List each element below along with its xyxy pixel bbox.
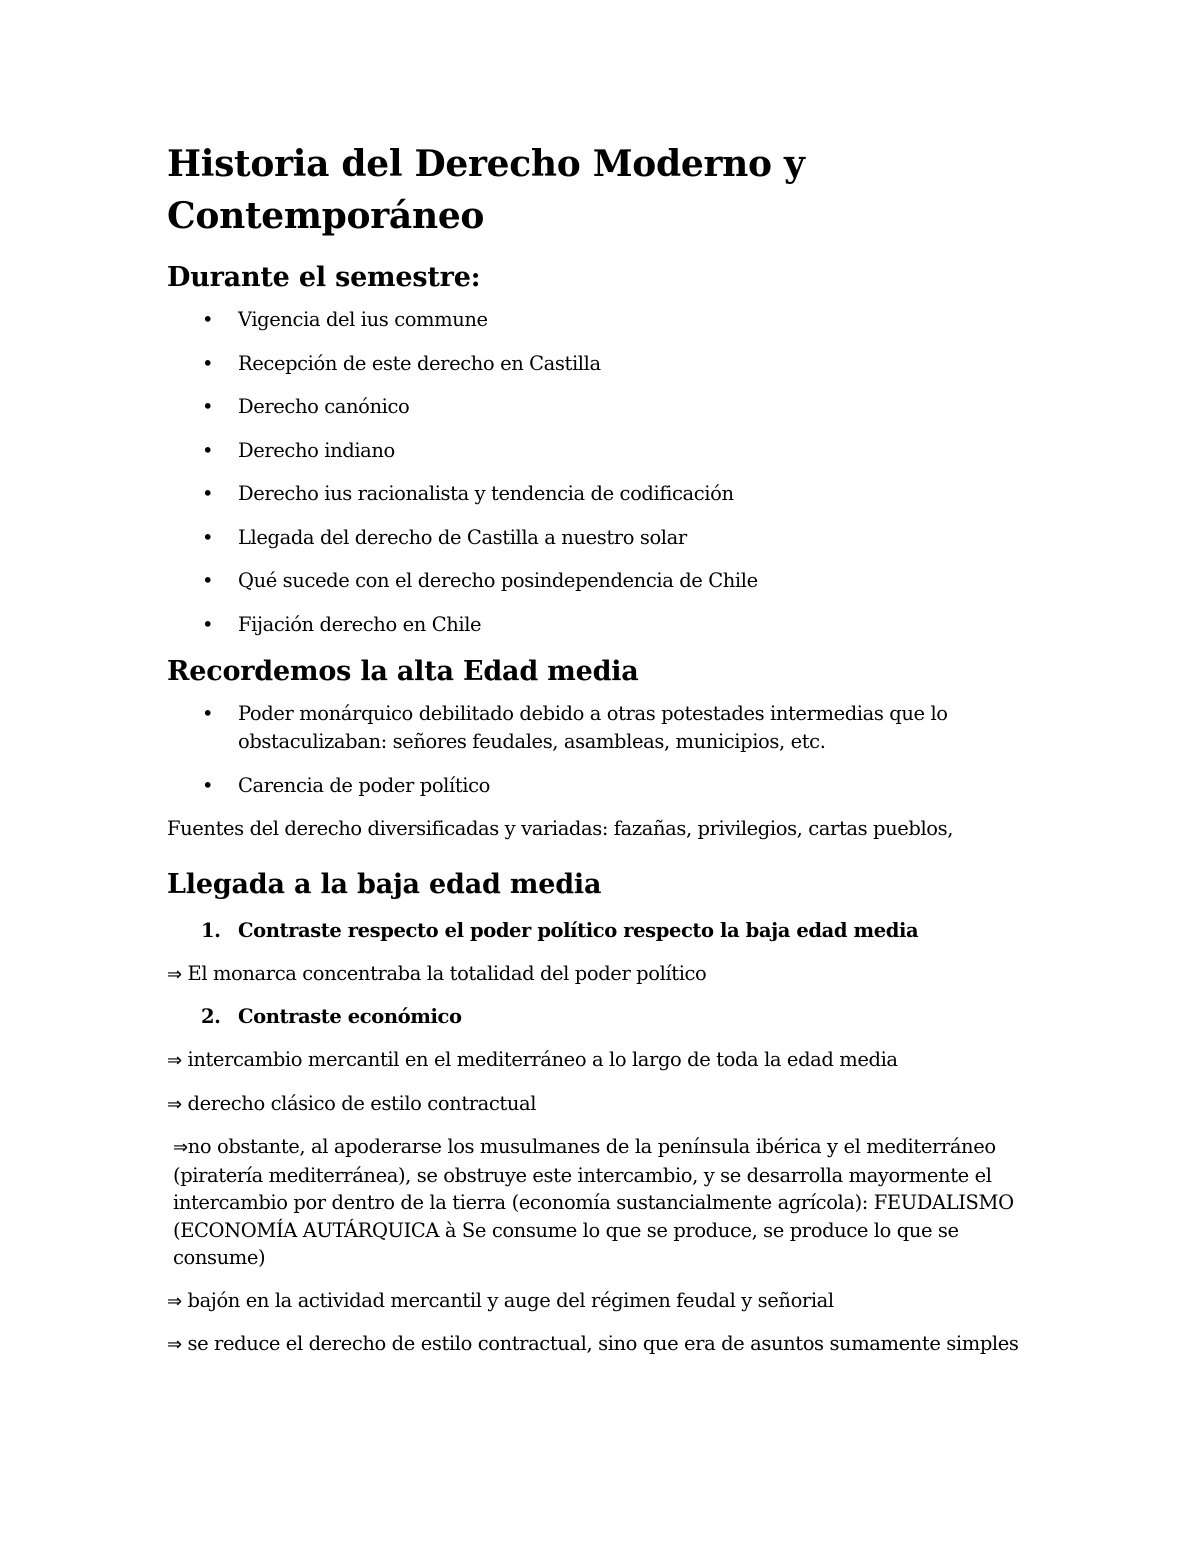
- document-body: [167, 138, 1047, 1359]
- arrow-icon: ⇒: [167, 1050, 182, 1071]
- arrow-icon: ⇒: [167, 1093, 182, 1115]
- bullet-icon: •: [202, 308, 214, 331]
- arrow-icon: ⇒: [167, 963, 182, 985]
- numbered-point-2: [167, 1003, 1047, 1031]
- arrow-icon: ⇒: [173, 1137, 188, 1158]
- list-item: • Carencia de poder político: [167, 772, 1047, 800]
- list-item: • Recepción de este derecho en Castilla: [167, 350, 1047, 378]
- list-item: • Derecho indiano: [167, 437, 1047, 465]
- heading-durante-el-semestre: Durante el semestre:: [167, 262, 481, 293]
- semestre-bullet-list: [167, 306, 1047, 639]
- alta-bullet-list: [167, 700, 1047, 800]
- document-title: Historia del Derecho Moderno y Contemporáneo: [167, 143, 805, 237]
- bullet-icon: •: [202, 612, 214, 636]
- list-item: • Derecho canónico: [167, 393, 1047, 421]
- bullet-icon: •: [202, 702, 214, 725]
- heading-baja-edad-media: Llegada a la baja edad media: [167, 868, 602, 900]
- heading-alta-edad-media: Recordemos la alta Edad media: [167, 656, 639, 687]
- bullet-icon: •: [202, 569, 214, 592]
- list-item: • Poder monárquico debilitado debido a otras potestades intermedias que lo obstaculizaban: señores feudales, asambleas, municipios, etc.: [202, 702, 948, 753]
- numbered-point-1: [167, 917, 1047, 945]
- arrow-note: ⇒ bajón en la actividad mercantil y auge del régimen feudal y señorial: [167, 1288, 834, 1312]
- list-number: 1.: [201, 918, 221, 942]
- list-item: 2. Contraste económico: [167, 1003, 1047, 1031]
- list-item: 1. Contraste respecto el poder político respecto la baja edad media: [167, 917, 1047, 945]
- arrow-note: ⇒ intercambio mercantil en el mediterráneo a lo largo de toda la edad media: [167, 1048, 898, 1071]
- arrow-icon: ⇒: [167, 1334, 182, 1355]
- list-item: • Derecho ius racionalista y tendencia de codificación: [167, 480, 1047, 508]
- bullet-icon: •: [202, 438, 214, 462]
- bullet-icon: •: [202, 395, 214, 418]
- arrow-note: ⇒ se reduce el derecho de estilo contractual, sino que era de asuntos sumamente simples: [167, 1332, 1019, 1355]
- list-item: • Llegada del derecho de Castilla a nuestro solar: [167, 524, 1047, 552]
- list-number: 2.: [201, 1005, 221, 1028]
- arrow-note: ⇒no obstante, al apoderarse los musulmanes de la península ibérica y el mediterráneo (piratería mediterránea), se obstruye este intercambio, y se desarrolla mayormente el intercambio por dentro de la tierra (economía sustancialmente agrícola): FEUDALISMO (ECONOMÍA AUTÁRQUICA à Se consume lo que se produce, se produce lo que se consume): [173, 1135, 1014, 1269]
- arrow-note: ⇒ El monarca concentraba la totalidad del poder político: [167, 961, 707, 985]
- fuentes-paragraph: Fuentes del derecho diversificadas y variadas: fazañas, privilegios, cartas pueblos,: [167, 817, 954, 840]
- bullet-icon: •: [202, 351, 214, 375]
- list-item: • Vigencia del ius commune: [167, 306, 1047, 334]
- arrow-icon: ⇒: [167, 1290, 182, 1312]
- list-item: • Qué sucede con el derecho posindependencia de Chile: [167, 567, 1047, 595]
- arrow-note: ⇒ derecho clásico de estilo contractual: [167, 1091, 537, 1115]
- list-item: • Fijación derecho en Chile: [167, 611, 1047, 639]
- bullet-icon: •: [202, 482, 214, 505]
- bullet-icon: •: [202, 773, 214, 797]
- bullet-icon: •: [202, 525, 214, 549]
